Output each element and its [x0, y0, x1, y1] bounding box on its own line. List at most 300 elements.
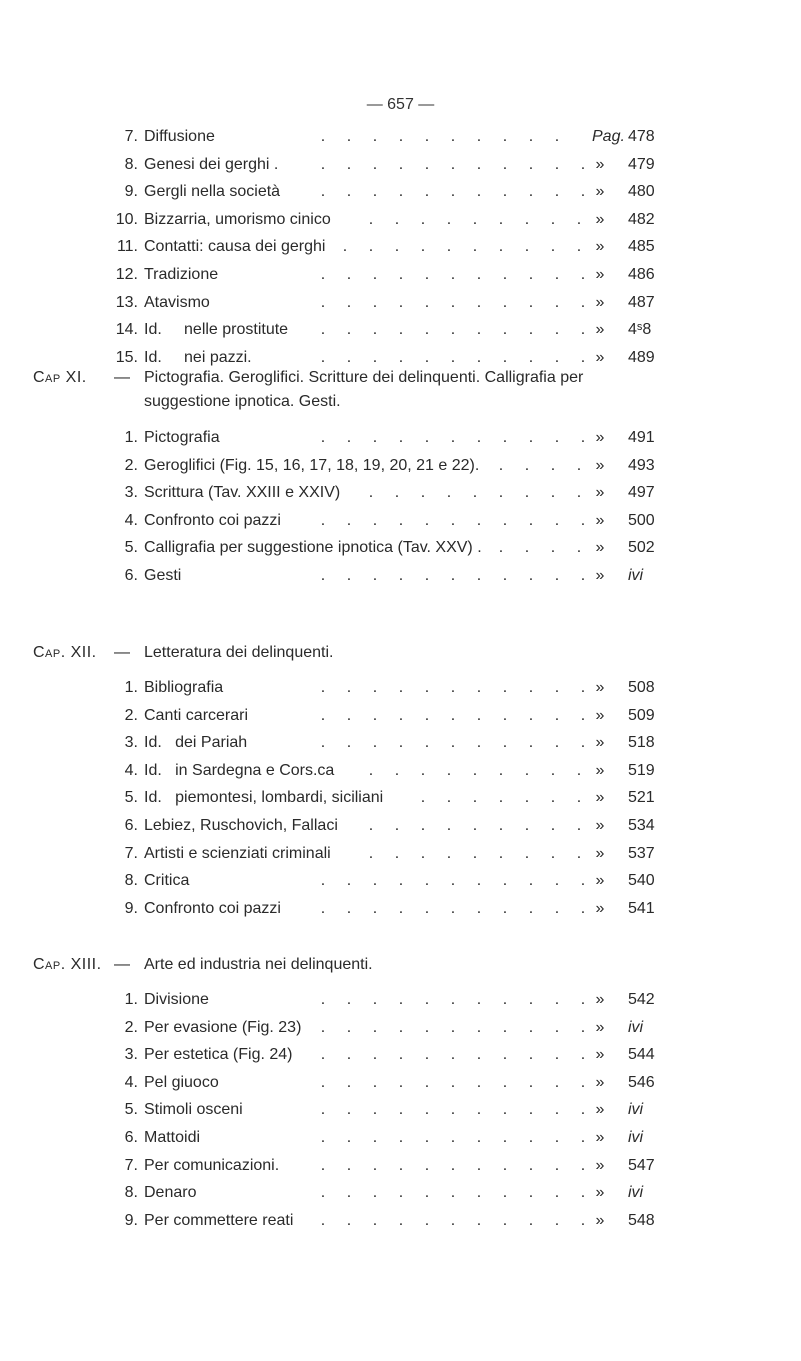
leader-dot: . — [502, 679, 508, 696]
leader-dot: . — [498, 457, 504, 474]
leader-dot: . — [424, 294, 430, 311]
leader-dot: . — [424, 429, 430, 446]
leader-dot: . — [346, 512, 352, 529]
toc-entry — [0, 153, 801, 177]
entry-number: 1. — [124, 991, 138, 1008]
entry-page: 491 — [628, 429, 655, 446]
leader-dot: . — [554, 1101, 560, 1118]
leader-dot: . — [398, 1184, 404, 1201]
chapter-title: Letteratura dei delinquenti. — [144, 644, 334, 661]
leader-dot: . — [580, 1074, 586, 1091]
leader-dot: . — [394, 817, 400, 834]
leader-dot: . — [580, 156, 586, 173]
leader-dot: . — [450, 156, 456, 173]
leader-dot: . — [446, 789, 452, 806]
leader-dot: . — [346, 1101, 352, 1118]
entry-number: 8. — [124, 156, 138, 173]
leader-dot: . — [372, 349, 378, 366]
page-ditto: » — [595, 707, 605, 724]
entry-title: Per evasione (Fig. 23) — [144, 1019, 302, 1036]
page-ditto: » — [595, 1157, 605, 1174]
leader-dot: . — [372, 707, 378, 724]
leader-dot: . — [502, 183, 508, 200]
leader-dot: . — [528, 266, 534, 283]
leader-dot: . — [424, 321, 430, 338]
leader-dot: . — [346, 1212, 352, 1229]
leader-dot: . — [550, 817, 556, 834]
toc-entry — [0, 235, 801, 259]
leader-dot: . — [476, 294, 482, 311]
chapter-label: Cap. XII. — [33, 644, 97, 661]
leader-dot: . — [450, 321, 456, 338]
leader-dot: . — [476, 1074, 482, 1091]
leader-dot: . — [554, 183, 560, 200]
entry-page: 546 — [628, 1074, 655, 1091]
leader-dot: . — [372, 128, 378, 145]
leader-dot: . — [398, 991, 404, 1008]
page-ditto: » — [595, 266, 605, 283]
leader-dot: . — [498, 845, 504, 862]
leader-dot: . — [424, 183, 430, 200]
entry-page: ivi — [628, 1101, 644, 1118]
leader-dot: . — [502, 872, 508, 889]
entry-number: 13. — [115, 294, 138, 311]
toc-entry — [0, 1209, 801, 1233]
leader-dot: . — [472, 817, 478, 834]
page-ditto: » — [595, 734, 605, 751]
leader-dot: . — [320, 128, 326, 145]
leader-dot: . — [450, 991, 456, 1008]
entry-page: 480 — [628, 183, 655, 200]
leader-dot: . — [346, 872, 352, 889]
leader-dot: . — [394, 238, 400, 255]
leader-dot: . — [346, 294, 352, 311]
page-ditto: » — [595, 845, 605, 862]
leader-dot: . — [580, 679, 586, 696]
toc-entry — [0, 1043, 801, 1067]
leader-dot: . — [580, 266, 586, 283]
page-ditto: » — [595, 457, 605, 474]
page-ditto: Pag. — [592, 128, 625, 145]
entry-title: Per commettere reati — [144, 1212, 294, 1229]
leader-dot: . — [424, 734, 430, 751]
leader-dot: . — [398, 321, 404, 338]
entry-number: 6. — [124, 1129, 138, 1146]
entry-page: 479 — [628, 156, 655, 173]
leader-dot: . — [450, 266, 456, 283]
leader-dot: . — [346, 679, 352, 696]
entry-page: ivi — [628, 1129, 644, 1146]
leader-dot: . — [476, 512, 482, 529]
leader-dot: . — [554, 567, 560, 584]
entry-number: 3. — [124, 1046, 138, 1063]
leader-dot: . — [398, 429, 404, 446]
leader-dot: . — [476, 567, 482, 584]
toc-entry — [0, 1016, 801, 1040]
leader-dot: . — [502, 1101, 508, 1118]
leader-dot: . — [580, 349, 586, 366]
leader-dot: . — [424, 1157, 430, 1174]
entry-number: 7. — [124, 845, 138, 862]
leader-dot: . — [320, 900, 326, 917]
toc-entry — [0, 564, 801, 588]
leader-dot: . — [424, 1046, 430, 1063]
leader-dot: . — [502, 1184, 508, 1201]
leader-dot: . — [476, 266, 482, 283]
entry-number: 6. — [124, 567, 138, 584]
entry-title: Scrittura (Tav. XXIII e XXIV) — [144, 484, 341, 501]
leader-dot: . — [450, 1046, 456, 1063]
entry-title: Confronto coi pazzi — [144, 512, 281, 529]
leader-dot: . — [450, 1074, 456, 1091]
leader-dot: . — [502, 734, 508, 751]
leader-dot: . — [372, 991, 378, 1008]
leader-dot: . — [528, 321, 534, 338]
leader-dot: . — [476, 156, 482, 173]
leader-dot: . — [576, 457, 582, 474]
leader-dot: . — [528, 512, 534, 529]
entry-number: 1. — [124, 429, 138, 446]
leader-dot: . — [528, 872, 534, 889]
page-ditto: » — [595, 789, 605, 806]
leader-dot: . — [372, 734, 378, 751]
leader-dot: . — [346, 1129, 352, 1146]
leader-dot: . — [476, 872, 482, 889]
leader-dot: . — [476, 1046, 482, 1063]
leader-dot: . — [450, 707, 456, 724]
leader-dot: . — [368, 484, 374, 501]
toc-entry — [0, 1126, 801, 1150]
leader-dot: . — [476, 679, 482, 696]
leader-dot: . — [550, 457, 556, 474]
leader-dot: . — [576, 238, 582, 255]
entry-number: 8. — [124, 872, 138, 889]
leader-dot: . — [554, 1157, 560, 1174]
leader-dot: . — [528, 1019, 534, 1036]
leader-dot: . — [576, 211, 582, 228]
leader-dot: . — [580, 1101, 586, 1118]
page-ditto: » — [595, 991, 605, 1008]
leader-dot: . — [528, 1129, 534, 1146]
page-ditto: » — [595, 567, 605, 584]
leader-dot: . — [576, 817, 582, 834]
leader-dot: . — [394, 484, 400, 501]
entry-page: 521 — [628, 789, 655, 806]
leader-dot: . — [320, 266, 326, 283]
leader-dot: . — [346, 900, 352, 917]
leader-dot: . — [580, 183, 586, 200]
toc-entry — [0, 263, 801, 287]
leader-dot: . — [424, 872, 430, 889]
leader-dot: . — [450, 183, 456, 200]
entry-number: 9. — [124, 900, 138, 917]
leader-dot: . — [472, 789, 478, 806]
entry-number: 2. — [124, 457, 138, 474]
leader-dot: . — [346, 991, 352, 1008]
leader-dot: . — [450, 567, 456, 584]
leader-dot: . — [424, 266, 430, 283]
leader-dot: . — [372, 156, 378, 173]
entry-title: Id. nelle prostitute — [144, 321, 289, 338]
entry-page: 541 — [628, 900, 655, 917]
entry-number: 8. — [124, 1184, 138, 1201]
leader-dot: . — [346, 1046, 352, 1063]
leader-dot: . — [450, 679, 456, 696]
page-ditto: » — [595, 1212, 605, 1229]
page-ditto: » — [595, 762, 605, 779]
leader-dot: . — [346, 1184, 352, 1201]
leader-dot: . — [320, 349, 326, 366]
entry-page: 508 — [628, 679, 655, 696]
leader-dot: . — [476, 707, 482, 724]
entry-title: Bibliografia — [144, 679, 224, 696]
entry-page: 547 — [628, 1157, 655, 1174]
chapter-heading — [0, 641, 801, 665]
chapter-heading — [0, 953, 801, 977]
page-ditto: » — [595, 512, 605, 529]
page-ditto: » — [595, 872, 605, 889]
entry-number: 7. — [124, 128, 138, 145]
leader-dot: . — [320, 1129, 326, 1146]
leader-dot: . — [502, 1046, 508, 1063]
leader-dot: . — [320, 512, 326, 529]
leader-dot: . — [502, 349, 508, 366]
chapter-label: Cap XI. — [33, 369, 87, 386]
entry-page: 497 — [628, 484, 655, 501]
page-ditto: » — [595, 1046, 605, 1063]
leader-dot: . — [528, 1184, 534, 1201]
leader-dot: . — [446, 817, 452, 834]
entry-title: Genesi dei gerghi . — [144, 156, 279, 173]
leader-dot: . — [424, 156, 430, 173]
entry-title: Diffusione — [144, 128, 215, 145]
leader-dot: . — [528, 567, 534, 584]
entry-page: 487 — [628, 294, 655, 311]
leader-dot: . — [550, 789, 556, 806]
leader-dot: . — [476, 1184, 482, 1201]
leader-dot: . — [524, 762, 530, 779]
leader-dot: . — [420, 762, 426, 779]
leader-dot: . — [450, 1019, 456, 1036]
leader-dot: . — [424, 1019, 430, 1036]
leader-dot: . — [398, 156, 404, 173]
leader-dot: . — [450, 1157, 456, 1174]
leader-dot: . — [576, 845, 582, 862]
leader-dot: . — [320, 1046, 326, 1063]
entry-page: 478 — [628, 128, 655, 145]
entry-title: Atavismo — [144, 294, 210, 311]
leader-dot: . — [580, 900, 586, 917]
leader-dot: . — [398, 1212, 404, 1229]
entry-number: 2. — [124, 1019, 138, 1036]
entry-page: 489 — [628, 349, 655, 366]
entry-page: 540 — [628, 872, 655, 889]
leader-dot: . — [472, 845, 478, 862]
leader-dot: . — [554, 1184, 560, 1201]
leader-dot: . — [320, 1019, 326, 1036]
page-ditto: » — [595, 211, 605, 228]
leader-dot: . — [524, 817, 530, 834]
leader-dot: . — [372, 679, 378, 696]
leader-dot: . — [476, 900, 482, 917]
leader-dot: . — [346, 128, 352, 145]
leader-dot: . — [554, 1074, 560, 1091]
toc-entry — [0, 208, 801, 232]
leader-dot: . — [502, 1129, 508, 1146]
toc-entry — [0, 454, 801, 478]
entry-title: Per estetica (Fig. 24) — [144, 1046, 293, 1063]
leader-dot: . — [476, 991, 482, 1008]
leader-dot: . — [346, 321, 352, 338]
leader-dot: . — [394, 762, 400, 779]
leader-dot: . — [372, 872, 378, 889]
entry-number: 5. — [124, 789, 138, 806]
leader-dot: . — [528, 1046, 534, 1063]
entry-title: Artisti e scienziati criminali — [144, 845, 331, 862]
leader-dot: . — [472, 762, 478, 779]
leader-dot: . — [580, 567, 586, 584]
leader-dot: . — [424, 349, 430, 366]
leader-dot: . — [528, 679, 534, 696]
entry-title: Gesti — [144, 567, 182, 584]
leader-dot: . — [554, 1019, 560, 1036]
leader-dot: . — [320, 1184, 326, 1201]
chapter-dash: — — [114, 956, 130, 973]
leader-dot: . — [580, 294, 586, 311]
leader-dot: . — [372, 294, 378, 311]
leader-dot: . — [450, 734, 456, 751]
leader-dot: . — [528, 734, 534, 751]
leader-dot: . — [502, 156, 508, 173]
entry-number: 11. — [116, 238, 138, 255]
leader-dot: . — [450, 128, 456, 145]
entry-title: Pictografia — [144, 429, 220, 446]
leader-dot: . — [320, 429, 326, 446]
leader-dot: . — [446, 238, 452, 255]
leader-dot: . — [502, 321, 508, 338]
entry-page: 542 — [628, 991, 655, 1008]
toc-entry — [0, 988, 801, 1012]
leader-dot: . — [554, 128, 560, 145]
leader-dot: . — [372, 183, 378, 200]
leader-dot: . — [446, 845, 452, 862]
leader-dot: . — [420, 789, 426, 806]
leader-dot: . — [476, 429, 482, 446]
leader-dot: . — [476, 1129, 482, 1146]
leader-dot: . — [502, 128, 508, 145]
entry-number: 12. — [115, 266, 138, 283]
chapter-title: Pictografia. Geroglifici. Scritture dei delinquenti. Calligrafia per suggestione ipnotica. Gesti. — [144, 369, 584, 410]
leader-dot: . — [424, 707, 430, 724]
leader-dot: . — [420, 238, 426, 255]
leader-dot: . — [502, 1074, 508, 1091]
leader-dot: . — [554, 349, 560, 366]
leader-dot: . — [554, 294, 560, 311]
leader-dot: . — [554, 1046, 560, 1063]
leader-dot: . — [550, 238, 556, 255]
entry-page: 486 — [628, 266, 655, 283]
leader-dot: . — [372, 1019, 378, 1036]
leader-dot: . — [450, 872, 456, 889]
leader-dot: . — [446, 484, 452, 501]
leader-dot: . — [476, 1212, 482, 1229]
entry-title: Tradizione — [144, 266, 219, 283]
page-ditto: » — [595, 156, 605, 173]
leader-dot: . — [398, 1129, 404, 1146]
page-ditto: » — [595, 349, 605, 366]
page-ditto: » — [595, 1019, 605, 1036]
chapter-title: Arte ed industria nei delinquenti. — [144, 956, 373, 973]
leader-dot: . — [498, 817, 504, 834]
leader-dot: . — [372, 567, 378, 584]
leader-dot: . — [554, 679, 560, 696]
leader-dot: . — [528, 128, 534, 145]
entry-page: 482 — [628, 211, 655, 228]
leader-dot: . — [320, 1074, 326, 1091]
leader-dot: . — [576, 539, 582, 556]
entry-page: 4ˢ8 — [628, 321, 652, 338]
entry-number: 10. — [115, 211, 138, 228]
leader-dot: . — [420, 484, 426, 501]
leader-dot: . — [424, 679, 430, 696]
toc-entry — [0, 1098, 801, 1122]
toc-entry — [0, 291, 801, 315]
leader-dot: . — [580, 429, 586, 446]
leader-dot: . — [502, 266, 508, 283]
toc-entry — [0, 1181, 801, 1205]
leader-dot: . — [502, 294, 508, 311]
leader-dot: . — [398, 128, 404, 145]
leader-dot: . — [554, 266, 560, 283]
leader-dot: . — [554, 734, 560, 751]
entry-number: 5. — [124, 1101, 138, 1118]
toc-entry — [0, 1071, 801, 1095]
leader-dot: . — [398, 900, 404, 917]
leader-dot: . — [528, 183, 534, 200]
leader-dot: . — [372, 512, 378, 529]
leader-dot: . — [498, 539, 504, 556]
entry-page: 548 — [628, 1212, 655, 1229]
leader-dot: . — [424, 991, 430, 1008]
leader-dot: . — [450, 429, 456, 446]
page-ditto: » — [595, 238, 605, 255]
leader-dot: . — [524, 457, 530, 474]
toc-entry — [0, 509, 801, 533]
page-ditto: » — [595, 1129, 605, 1146]
leader-dot: . — [450, 1212, 456, 1229]
entry-title: Critica — [144, 872, 190, 889]
entry-title: Contatti: causa dei gerghi — [144, 238, 326, 255]
entry-page: 519 — [628, 762, 655, 779]
leader-dot: . — [398, 183, 404, 200]
entry-number: 9. — [124, 183, 138, 200]
toc-entry — [0, 759, 801, 783]
leader-dot: . — [576, 484, 582, 501]
toc-entry — [0, 897, 801, 921]
leader-dot: . — [368, 238, 374, 255]
page-ditto: » — [595, 817, 605, 834]
leader-dot: . — [580, 1212, 586, 1229]
page-ditto: » — [595, 294, 605, 311]
entry-title: Calligrafia per suggestione ipnotica (Tav. XXV) . — [144, 539, 482, 556]
leader-dot: . — [372, 1101, 378, 1118]
leader-dot: . — [398, 1074, 404, 1091]
leader-dot: . — [502, 991, 508, 1008]
entry-page: 537 — [628, 845, 655, 862]
toc-entry — [0, 731, 801, 755]
leader-dot: . — [320, 707, 326, 724]
leader-dot: . — [346, 734, 352, 751]
